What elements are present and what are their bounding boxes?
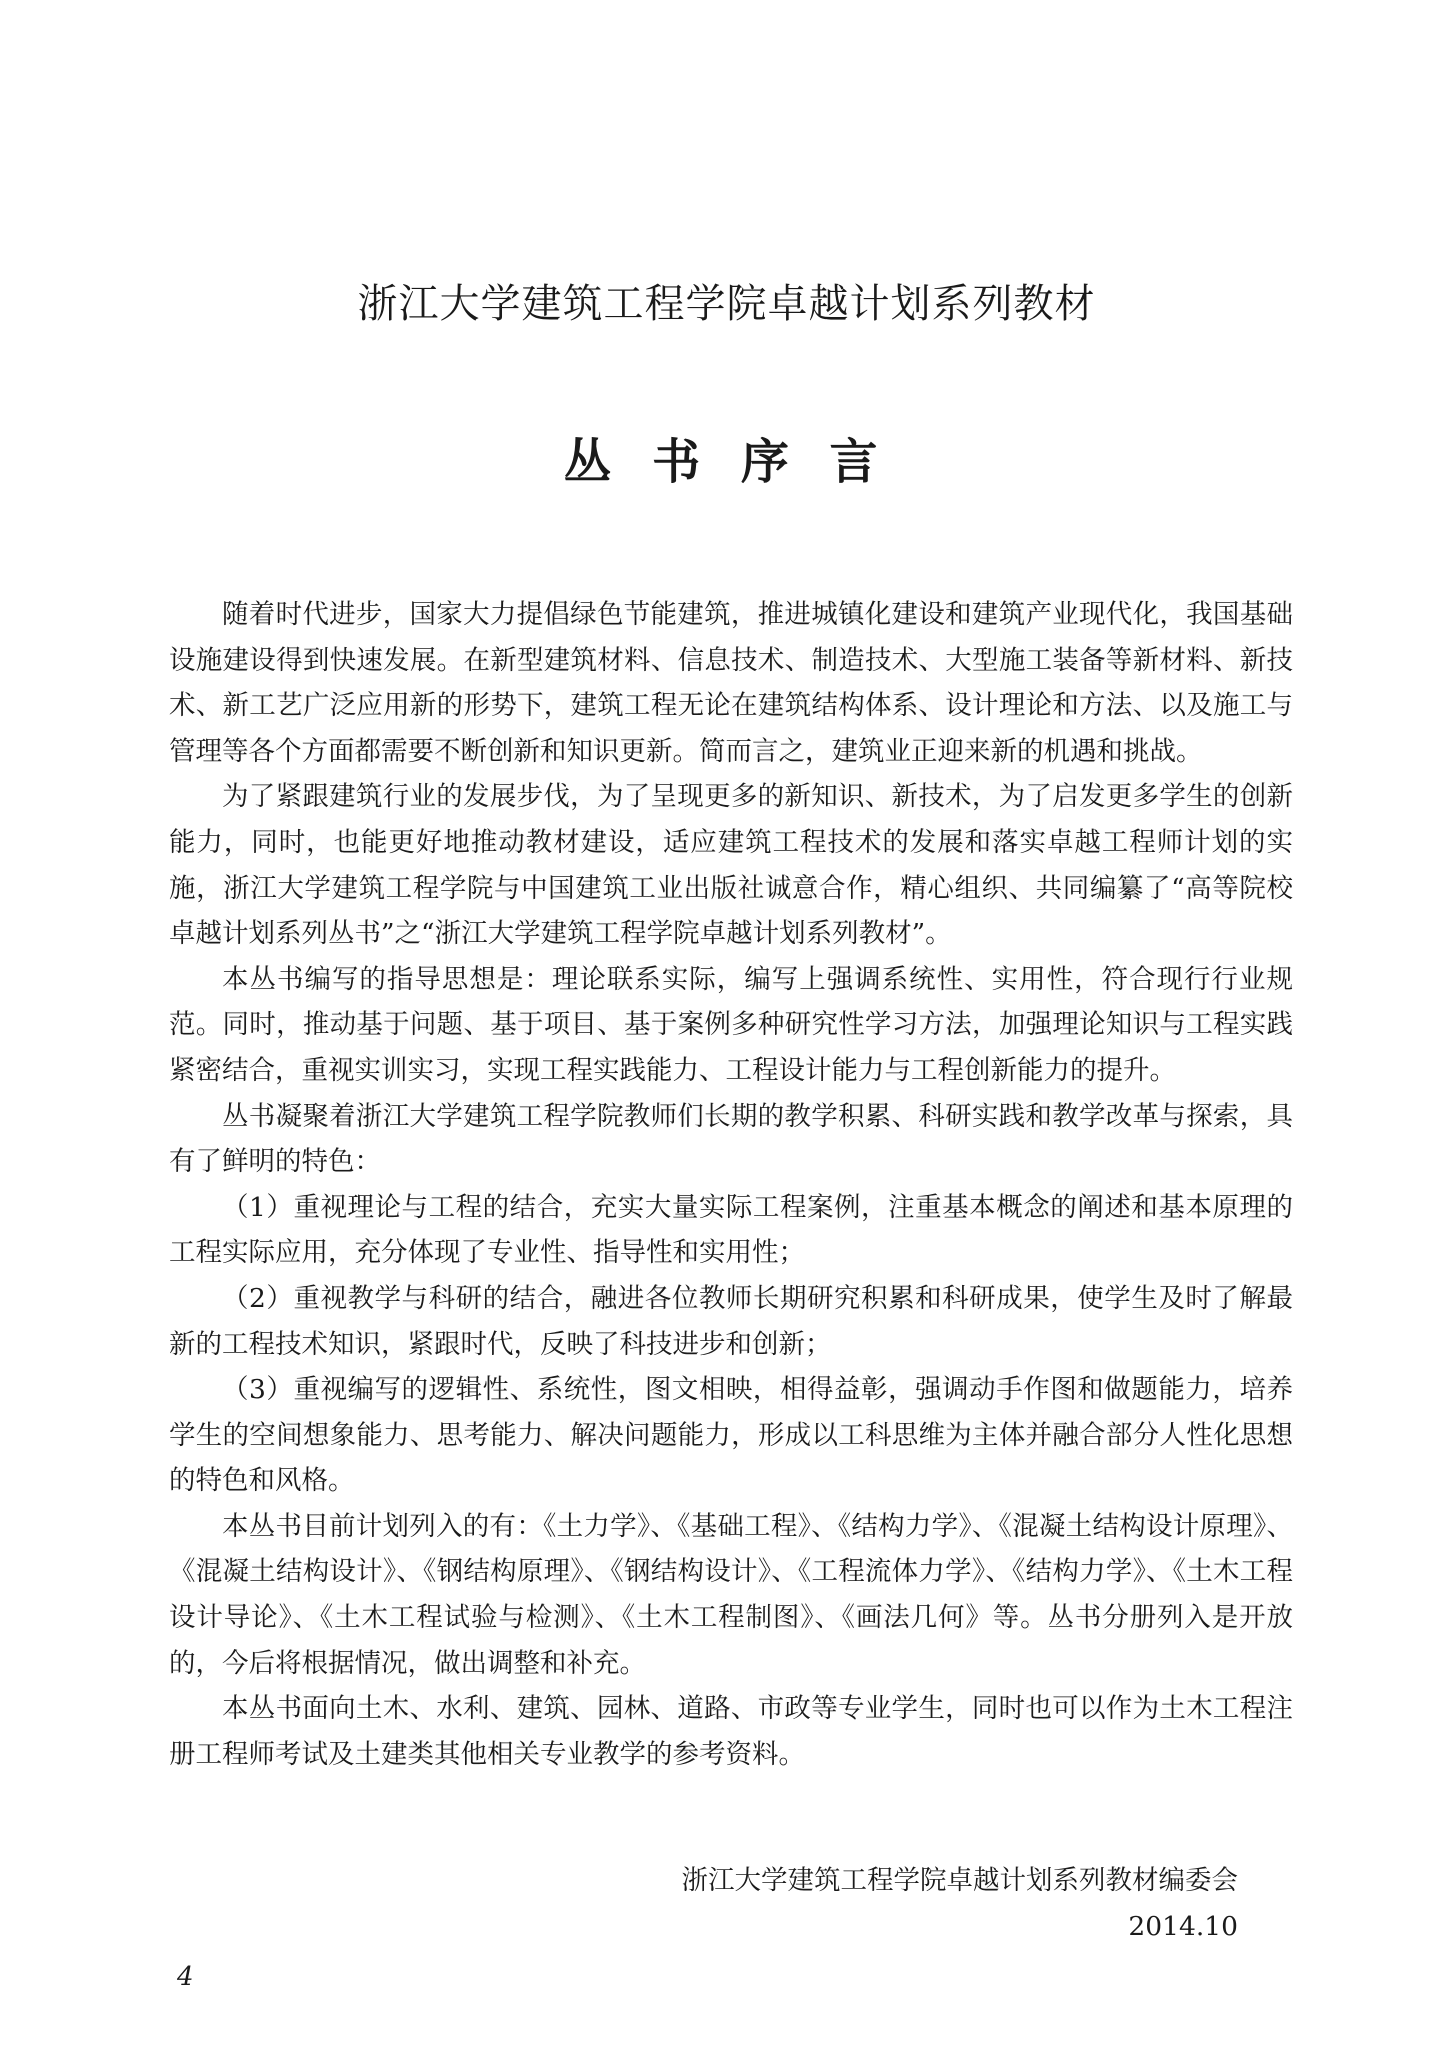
paragraph-book-list: 本丛书目前计划列入的有：《土力学》、《基础工程》、《结构力学》、《混凝土结构设计原理》、《混凝土结构设计》、《钢结构原理》、《钢结构设计》、《工程流体力学》、《结构力学》、《土木工程设计导论》、《土木工程试验与检测》、《土木工程制图》、《画法几何》等。丛书分册列入是开放的，今后将根据情况，做出调整和补充。 <box>169 1510 1293 1679</box>
page-number: 4 <box>177 1962 194 1992</box>
signature-block <box>600 1858 1238 1950</box>
feature-item-2: （2）重视教学与科研的结合，融进各位教师长期研究积累和科研成果，使学生及时了解最新的工程技术知识，紧跟时代，反映了科技进步和创新； <box>169 1282 1293 1360</box>
signature-committee: 浙江大学建筑工程学院卓越计划系列教材编委会 <box>681 1865 1238 1896</box>
preface-title: 丛 书 序 言 <box>563 434 890 490</box>
preface-body <box>169 592 1293 1777</box>
series-title: 浙江大学建筑工程学院卓越计划系列教材 <box>357 281 1096 327</box>
paragraph-3: 本丛书编写的指导思想是：理论联系实际，编写上强调系统性、实用性，符合现行行业规范。同时，推动基于问题、基于项目、基于案例多种研究性学习方法，加强理论知识与工程实践紧密结合，重视实训实习，实现工程实践能力、工程设计能力与工程创新能力的提升。 <box>169 963 1293 1086</box>
paragraph-2: 为了紧跟建筑行业的发展步伐，为了呈现更多的新知识、新技术，为了启发更多学生的创新能力，同时，也能更好地推动教材建设，适应建筑工程技术的发展和落实卓越工程师计划的实施，浙江大学建筑工程学院与中国建筑工业出版社诚意合作，精心组织、共同编纂了“高等院校卓越计划系列丛书”之“浙江大学建筑工程学院卓越计划系列教材”。 <box>169 781 1293 950</box>
feature-item-3: （3）重视编写的逻辑性、系统性，图文相映，相得益彰，强调动手作图和做题能力，培养学生的空间想象能力、思考能力、解决问题能力，形成以工科思维为主体并融合部分人性化思想的特色和风格。 <box>169 1374 1293 1497</box>
paragraph-4: 丛书凝聚着浙江大学建筑工程学院教师们长期的教学积累、科研实践和教学改革与探索，具有了鲜明的特色： <box>169 1100 1293 1178</box>
signature-date: 2014.10 <box>1128 1911 1238 1942</box>
feature-item-1: （1）重视理论与工程的结合，充实大量实际工程案例，注重基本概念的阐述和基本原理的工程实际应用，充分体现了专业性、指导性和实用性； <box>169 1191 1293 1269</box>
paragraph-audience: 本丛书面向土木、水利、建筑、园林、道路、市政等专业学生，同时也可以作为土木工程注册工程师考试及土建类其他相关专业教学的参考资料。 <box>169 1693 1293 1770</box>
paragraph-1: 随着时代进步，国家大力提倡绿色节能建筑，推进城镇化建设和建筑产业现代化，我国基础设施建设得到快速发展。在新型建筑材料、信息技术、制造技术、大型施工装备等新材料、新技术、新工艺广泛应用新的形势下，建筑工程无论在建筑结构体系、设计理论和方法、以及施工与管理等各个方面都需要不断创新和知识更新。简而言之，建筑业正迎来新的机遇和挑战。 <box>169 599 1293 767</box>
